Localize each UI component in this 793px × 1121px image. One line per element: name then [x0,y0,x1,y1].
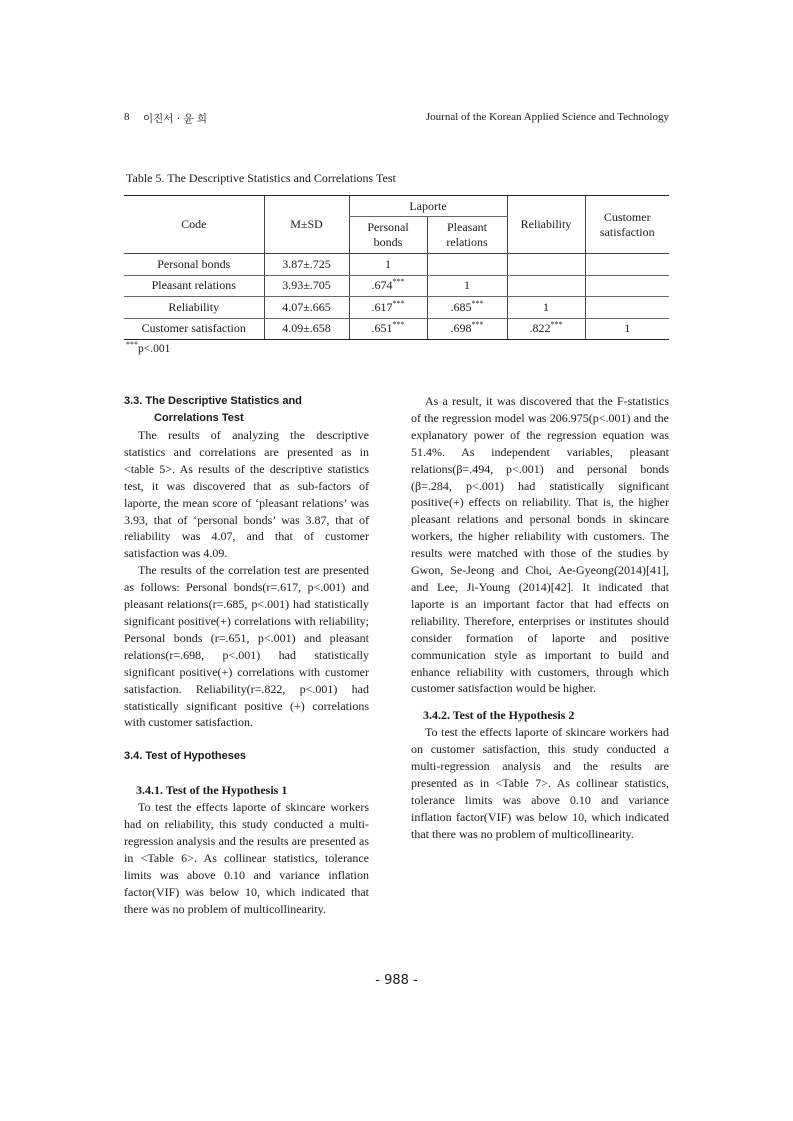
row-msd: 3.87±.725 [264,254,349,276]
row-code: Personal bonds [124,254,264,276]
footnote-significance-mark: *** [126,340,138,349]
row-msd: 4.09±.658 [264,318,349,340]
header-journal-title: Journal of the Korean Applied Science and Technology [425,111,669,123]
table-row [124,297,669,319]
table-caption: Table 5. The Descriptive Statistics and Correlations Test [126,171,396,185]
section-heading-3-3 [124,393,369,427]
row-pleasant-relations: .685*** [427,297,507,319]
row-personal-bonds: .651*** [349,318,427,340]
left-column [124,393,369,918]
row-code: Reliability [124,297,264,319]
row-personal-bonds: .674*** [349,275,427,297]
row-personal-bonds: 1 [349,254,427,276]
header-pr-line1: Pleasant [447,220,487,234]
paragraph: To test the effects laporte of skincare workers had on reliability, this study conducted a multi-regression analysis and the results are presented as in <Table 6>. As collinear statistics, tolerance limits was above 0.10 and variance inflation factor(VIF) was below 10, which indicated that there was no problem of multicollinearity. [124,800,369,916]
header-cs-line1: Customer [603,209,651,224]
paragraph: To test the effects laporte of skincare workers had on customer satisfaction, this study conducted a multi-regression analysis and the results are presented as in <Table 7>. As collinear statistics, tolerance limits was above 0.10 and variance inflation factor(VIF) was below 10, which indicated that there was no problem of multicollinearity. [411,725,669,841]
table-row [124,275,669,297]
row-reliability: .822*** [507,318,585,340]
row-pleasant-relations [427,254,507,276]
row-customer-satisfaction: 1 [585,318,669,340]
header-personal-bonds [349,217,427,254]
row-code: Customer satisfaction [124,318,264,340]
row-pleasant-relations: 1 [427,275,507,297]
row-reliability [507,254,585,276]
subsection-heading-3-4-1: 3.4.1. Test of the Hypothesis 1 [136,783,288,798]
section-heading-3-4: 3.4. Test of Hypotheses [124,750,247,763]
section-heading-3-3-line1: 3.3. The Descriptive Statistics and [124,395,302,407]
table-row [124,318,669,340]
header-pb-line2: bonds [373,235,403,249]
table-footnote [126,340,171,355]
row-personal-bonds: .617*** [349,297,427,319]
right-column [411,393,669,843]
row-customer-satisfaction [585,297,669,319]
row-pleasant-relations: .698*** [427,318,507,340]
header-pleasant-relations [427,217,507,254]
table-row [124,254,669,276]
correlation-table [124,195,669,340]
row-code: Pleasant relations [124,275,264,297]
header-authors: 이진서 · 윤 희 [143,113,208,125]
header-pr-line2: relations [446,235,488,249]
page-number-footer: - 988 - [375,973,418,988]
row-customer-satisfaction [585,254,669,276]
running-head [124,111,669,127]
header-pb-line1: Personal [367,220,409,234]
footnote-text: p<.001 [138,343,171,355]
header-msd: M±SD [264,196,349,254]
subsection-heading-3-4-2: 3.4.2. Test of the Hypothesis 2 [423,708,575,723]
paragraph: The results of analyzing the descriptive statistics and correlations are presented as in <table 5>. As results of the descriptive statistics test, it was discovered that as sub-factors of laporte, the mean score of ‘pleasant relations’ was 3.93, that of ‘personal bonds’ was 3.87, that of reliability was 4.07, and that of customer satisfaction was 4.09. [124,428,369,561]
row-reliability [507,275,585,297]
row-customer-satisfaction [585,275,669,297]
header-customer-satisfaction [585,196,669,254]
header-page-number: 8 [124,111,130,123]
header-cs-line2: satisfaction [599,224,655,239]
paragraph: The results of the correlation test are presented as follows: Personal bonds(r=.617, p<.001) and pleasant relations(r=.685, p<.001) had statistically significant positive(+) correlations with reliability; Personal bonds (r=.651, p<.001) and pleasant relations(r=.698, p<.001) had statistically significant positive(+) correlations with customer satisfaction. Reliability(r=.822, p<.001) had statistically significant positive (+) correlations with customer satisfaction. [124,563,369,730]
section-heading-3-3-line2: Correlations Test [154,412,244,424]
row-msd: 4.07±.665 [264,297,349,319]
header-reliability: Reliability [507,196,585,254]
row-reliability: 1 [507,297,585,319]
row-msd: 3.93±.705 [264,275,349,297]
header-laporte: Laporte [349,196,507,217]
header-code: Code [124,196,264,254]
paragraph: As a result, it was discovered that the F-statistics of the regression model was 206.975(p<.001) and the explanatory power of the regression equation was 51.4%. As independent variables, pleasant relations(β=.494, p<.001) and personal bonds (β=.284, p<.001) had statistically significant positive(+) effects on reliability. That is, the higher pleasant relations and personal bonds in skincare workers, the higher reliability with customers. The results were matched with those of the studies by Gwon, Se-Jeong and Choi, Ae-Gyeong(2014)[41], and Lee, Ji-Young (2014)[42]. It indicated that laporte is an important factor that had effects on reliability. Therefore, enterprises or institutes should consider formation of laporte and positive communication style as important to build and enhance reliability with customers, through which customer satisfaction would be higher. [411,394,669,696]
